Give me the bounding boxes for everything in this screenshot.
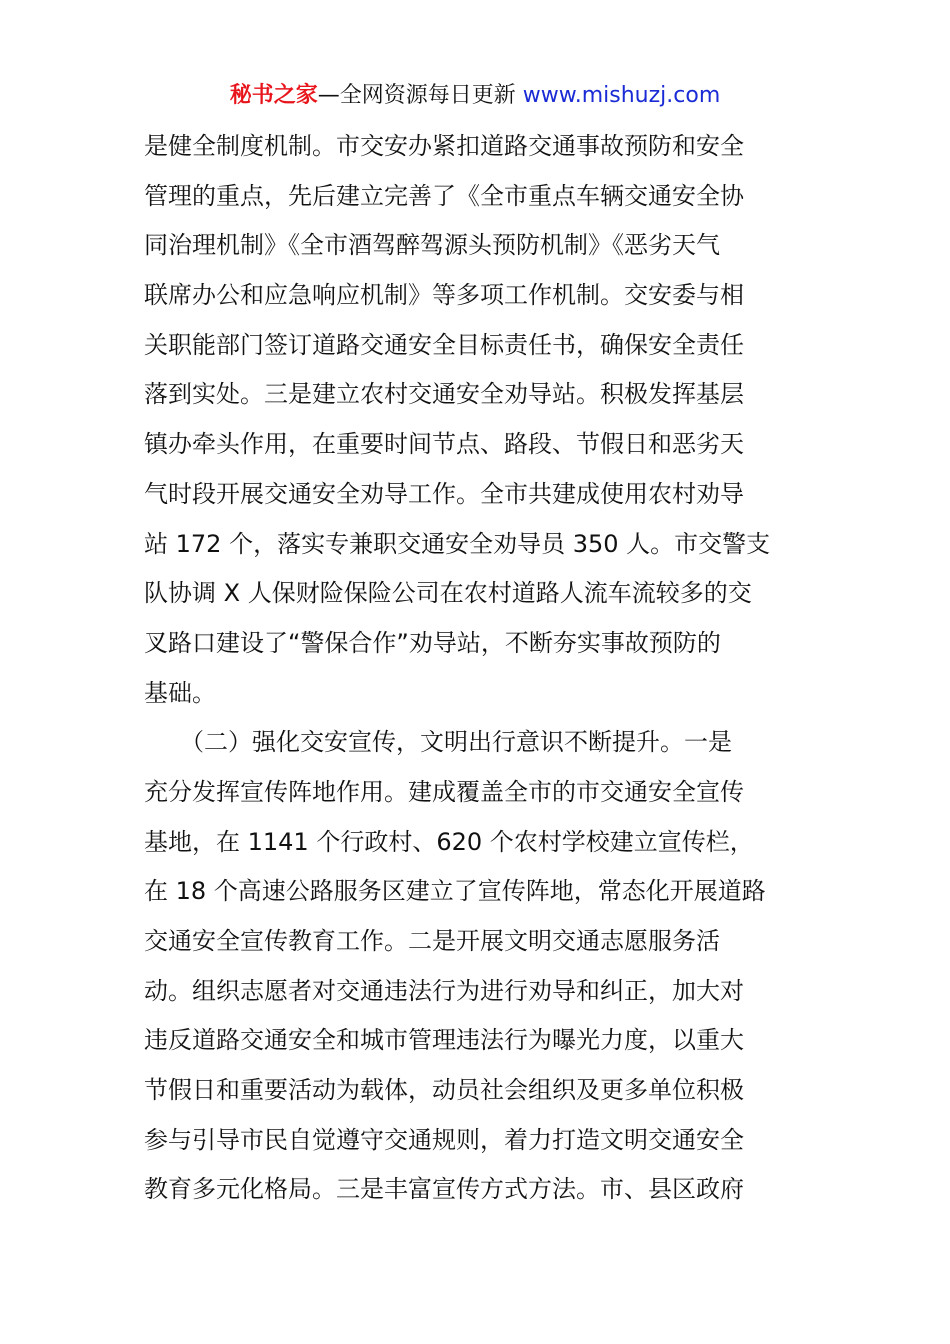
text-line: 管理的重点，先后建立完善了《全市重点车辆交通安全协 (144, 181, 744, 210)
text-line: 交通安全宣传教育工作。二是开展文明交通志愿服务活 (144, 927, 720, 955)
site-url-link[interactable]: www.mishuzj.com (522, 83, 721, 108)
brand-name: 秘书之家 (229, 83, 318, 108)
text-line: 气时段开展交通安全劝导工作。全市共建成使用农村劝导 (144, 479, 744, 508)
text-line: 基础。 (144, 678, 216, 707)
text-line: 联席办公和应急响应机制》等多项工作机制。交安委与相 (144, 281, 744, 310)
text-line: 违反道路交通安全和城市管理违法行为曝光力度，以重大 (144, 1026, 744, 1055)
text-line: 教育多元化格局。三是丰富宣传方式方法。市、县区政府 (144, 1175, 744, 1204)
text-line: 参与引导市民自觉遵守交通规则，着力打造文明交通安全 (144, 1125, 744, 1154)
text-line: 叉路口建设了“警保合作”劝导站，不断夯实事故预防的 (144, 628, 721, 657)
text-line: 镇办牵头作用，在重要时间节点、路段、节假日和恶劣天 (144, 430, 744, 459)
text-line: 充分发挥宣传阵地作用。建成覆盖全市的市交通安全宣传 (144, 777, 744, 806)
text-line: 是健全制度机制。市交安办紧扣道路交通事故预防和安全 (144, 132, 744, 160)
document-body (144, 122, 824, 1215)
text-line: 关职能部门签订道路交通安全目标责任书，确保安全责任 (144, 330, 744, 359)
header-tagline: —全网资源每日更新 (317, 83, 516, 108)
text-line: 基地，在 1141 个行政村、620 个农村学校建立宣传栏， (144, 827, 754, 856)
text-line: 同治理机制》《全市酒驾醉驾源头预防机制》《恶劣天气 (144, 231, 720, 260)
text-line: 站 172 个，落实专兼职交通安全劝导员 350 人。市交警支 (144, 529, 771, 558)
text-line: 队协调 X 人保财险保险公司在农村道路人流车流较多的交 (144, 579, 752, 608)
text-line: （二）强化交安宣传，文明出行意识不断提升。一是 (144, 728, 732, 757)
text-line: 动。组织志愿者对交通违法行为进行劝导和纠正，加大对 (144, 976, 744, 1005)
text-line: 落到实处。三是建立农村交通安全劝导站。积极发挥基层 (144, 380, 744, 409)
site-header (0, 80, 950, 112)
text-line: 在 18 个高速公路服务区建立了宣传阵地，常态化开展道路 (144, 877, 766, 906)
text-line: 节假日和重要活动为载体，动员社会组织及更多单位积极 (144, 1076, 744, 1105)
